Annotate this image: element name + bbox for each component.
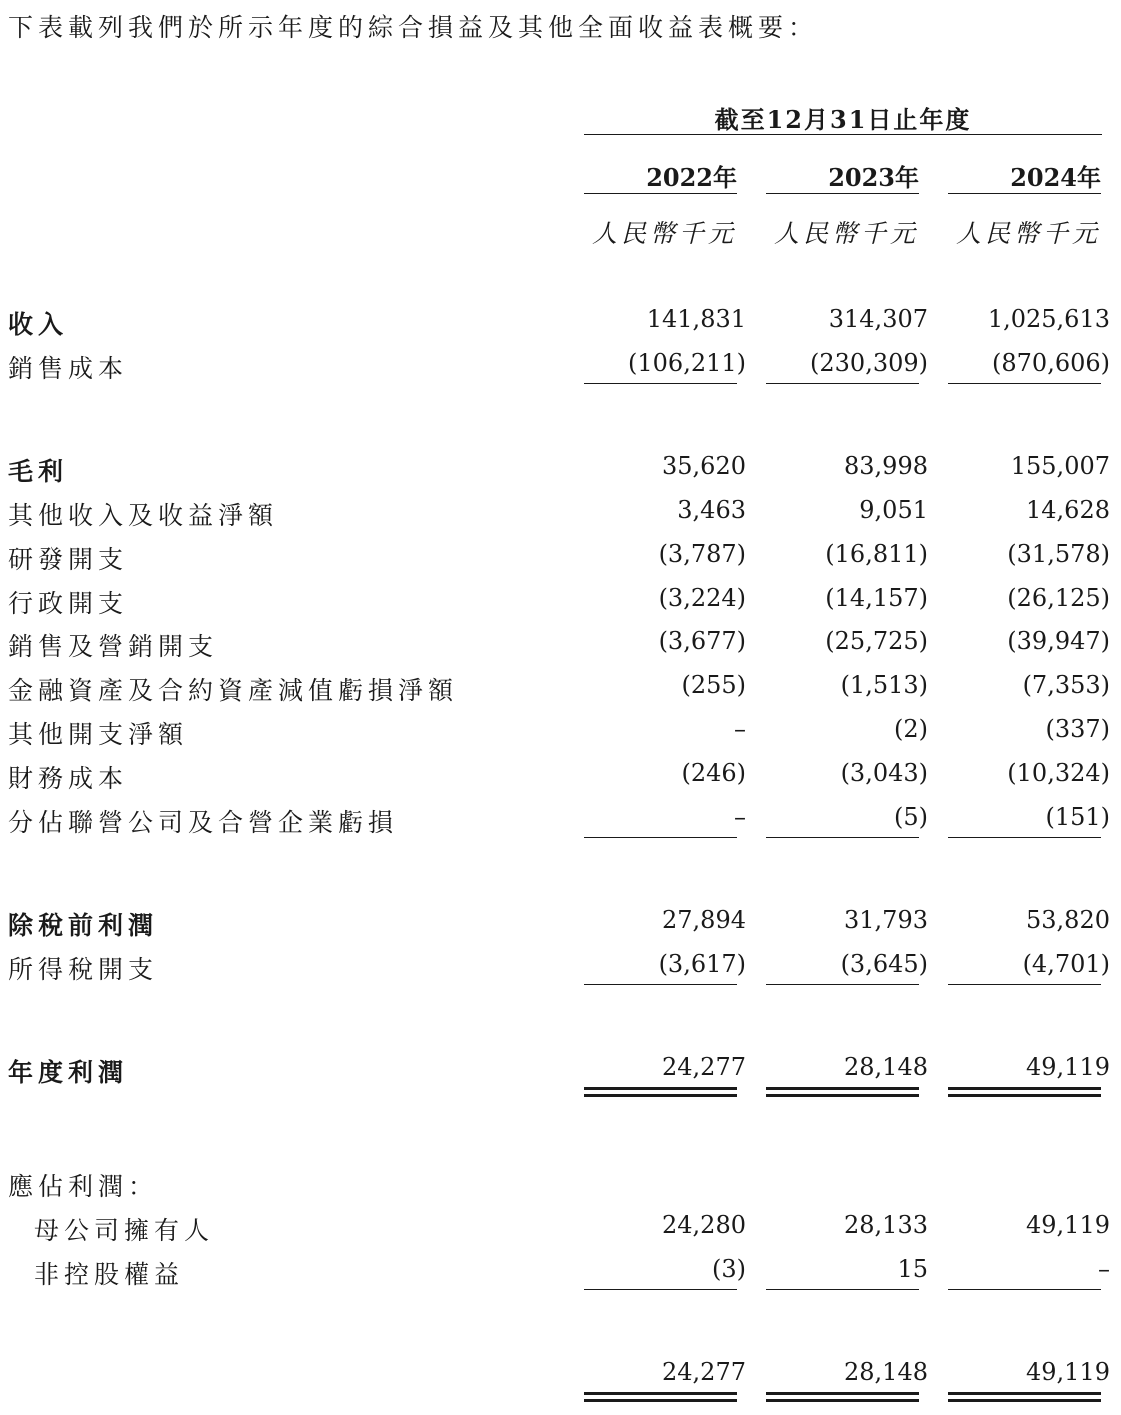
- value-2024: (26,125): [1007, 584, 1110, 612]
- row-label: 所得稅開支: [8, 955, 159, 984]
- subtotal-rule: [948, 984, 1101, 985]
- row-label: 其他開支淨額: [8, 720, 189, 749]
- value-2022: (3,677): [658, 627, 746, 655]
- value-2024: (31,578): [1007, 540, 1110, 568]
- value-2022: 24,277: [662, 1053, 746, 1081]
- value-2023: 28,133: [844, 1211, 928, 1239]
- value-2022: (246): [681, 759, 746, 787]
- value-2024: 49,119: [1026, 1211, 1110, 1239]
- value-2022: –: [734, 715, 746, 743]
- total-double-rule: [948, 1087, 1101, 1097]
- value-2022: (106,211): [628, 349, 746, 377]
- value-2024: (39,947): [1007, 627, 1110, 655]
- value-2023: (230,309): [810, 349, 928, 377]
- value-2024: (870,606): [992, 349, 1110, 377]
- total-double-rule: [766, 1392, 919, 1402]
- value-2022: (3,224): [658, 584, 746, 612]
- value-2023: (1,513): [840, 671, 928, 699]
- row-label: 行政開支: [8, 589, 129, 618]
- total-double-rule: [766, 1087, 919, 1097]
- total-double-rule: [584, 1087, 737, 1097]
- value-2022: (3,787): [658, 540, 746, 568]
- value-2024: 14,628: [1026, 496, 1110, 524]
- value-2023: (16,811): [825, 540, 928, 568]
- row-label: 財務成本: [8, 764, 129, 793]
- value-2023: (2): [894, 715, 928, 743]
- table-row: [0, 1167, 1121, 1207]
- total-double-rule: [948, 1392, 1101, 1402]
- value-2022: (3): [712, 1255, 746, 1283]
- table-row: [0, 496, 1121, 536]
- table-row: [0, 452, 1121, 492]
- value-2024: (337): [1045, 715, 1110, 743]
- value-2023: 28,148: [844, 1053, 928, 1081]
- table-row: [0, 671, 1121, 711]
- row-label: 應佔利潤：: [8, 1172, 159, 1201]
- value-2022: (255): [681, 671, 746, 699]
- year-header-2024: 2024年: [1010, 163, 1101, 192]
- value-2023: (3,645): [840, 950, 928, 978]
- subtotal-rule: [766, 383, 919, 384]
- table-row: [0, 305, 1121, 345]
- subtotal-rule: [584, 383, 737, 384]
- value-2023: 9,051: [859, 496, 928, 524]
- unit-label: 人民幣千元: [955, 219, 1101, 248]
- row-label: 金融資產及合約資產減值虧損淨額: [8, 676, 459, 705]
- row-label: 收入: [8, 310, 69, 339]
- year-underline: [948, 193, 1101, 194]
- value-2024: 155,007: [1010, 452, 1110, 480]
- row-label: 銷售成本: [8, 354, 129, 383]
- value-2024: 49,119: [1026, 1053, 1110, 1081]
- value-2023: (3,043): [840, 759, 928, 787]
- value-2022: –: [734, 803, 746, 831]
- value-2023: 314,307: [828, 305, 928, 333]
- subtotal-rule: [584, 837, 737, 838]
- table-row: [0, 1211, 1121, 1251]
- row-label: 其他收入及收益淨額: [8, 501, 279, 530]
- value-2022: 3,463: [677, 496, 746, 524]
- table-row: [0, 715, 1121, 755]
- period-heading: 截至12月31日止年度: [714, 105, 972, 134]
- subtotal-rule: [948, 1289, 1101, 1290]
- row-label: 毛利: [8, 457, 69, 486]
- total-double-rule: [584, 1392, 737, 1402]
- table-row: [0, 584, 1121, 624]
- subtotal-rule: [584, 1289, 737, 1290]
- value-2023: 28,148: [844, 1358, 928, 1386]
- row-label: 非控股權益: [34, 1260, 185, 1289]
- value-2024: 1,025,613: [987, 305, 1110, 333]
- value-2024: (4,701): [1022, 950, 1110, 978]
- intro-text: 下表載列我們於所示年度的綜合損益及其他全面收益表概要：: [8, 13, 819, 42]
- year-header-2022: 2022年: [646, 163, 737, 192]
- value-2024: 53,820: [1026, 906, 1110, 934]
- value-2024: (151): [1045, 803, 1110, 831]
- row-label: 研發開支: [8, 545, 129, 574]
- period-underline: [584, 134, 1102, 135]
- year-underline: [584, 193, 737, 194]
- row-label: 分佔聯營公司及合營企業虧損: [8, 808, 399, 837]
- row-label: 除稅前利潤: [8, 911, 159, 940]
- value-2022: (3,617): [658, 950, 746, 978]
- year-header-2023: 2023年: [828, 163, 919, 192]
- row-label: 年度利潤: [8, 1058, 129, 1087]
- value-2022: 24,280: [662, 1211, 746, 1239]
- value-2024: 49,119: [1026, 1358, 1110, 1386]
- subtotal-rule: [948, 837, 1101, 838]
- value-2023: 15: [897, 1255, 928, 1283]
- table-row: [0, 906, 1121, 946]
- subtotal-rule: [584, 984, 737, 985]
- table-row: [0, 759, 1121, 799]
- value-2024: (7,353): [1022, 671, 1110, 699]
- subtotal-rule: [948, 383, 1101, 384]
- value-2023: 31,793: [844, 906, 928, 934]
- value-2023: (25,725): [825, 627, 928, 655]
- row-label: 母公司擁有人: [34, 1216, 215, 1245]
- row-label: 銷售及營銷開支: [8, 632, 219, 661]
- unit-label: 人民幣千元: [591, 219, 737, 248]
- year-underline: [766, 193, 919, 194]
- subtotal-rule: [766, 984, 919, 985]
- subtotal-rule: [766, 1289, 919, 1290]
- value-2023: (5): [894, 803, 928, 831]
- value-2023: (14,157): [825, 584, 928, 612]
- value-2022: 24,277: [662, 1358, 746, 1386]
- subtotal-rule: [766, 837, 919, 838]
- unit-label: 人民幣千元: [773, 219, 919, 248]
- table-row: [0, 627, 1121, 667]
- value-2023: 83,998: [844, 452, 928, 480]
- value-2022: 35,620: [662, 452, 746, 480]
- value-2024: (10,324): [1007, 759, 1110, 787]
- value-2022: 27,894: [662, 906, 746, 934]
- table-row: [0, 540, 1121, 580]
- value-2024: –: [1098, 1255, 1110, 1283]
- value-2022: 141,831: [646, 305, 746, 333]
